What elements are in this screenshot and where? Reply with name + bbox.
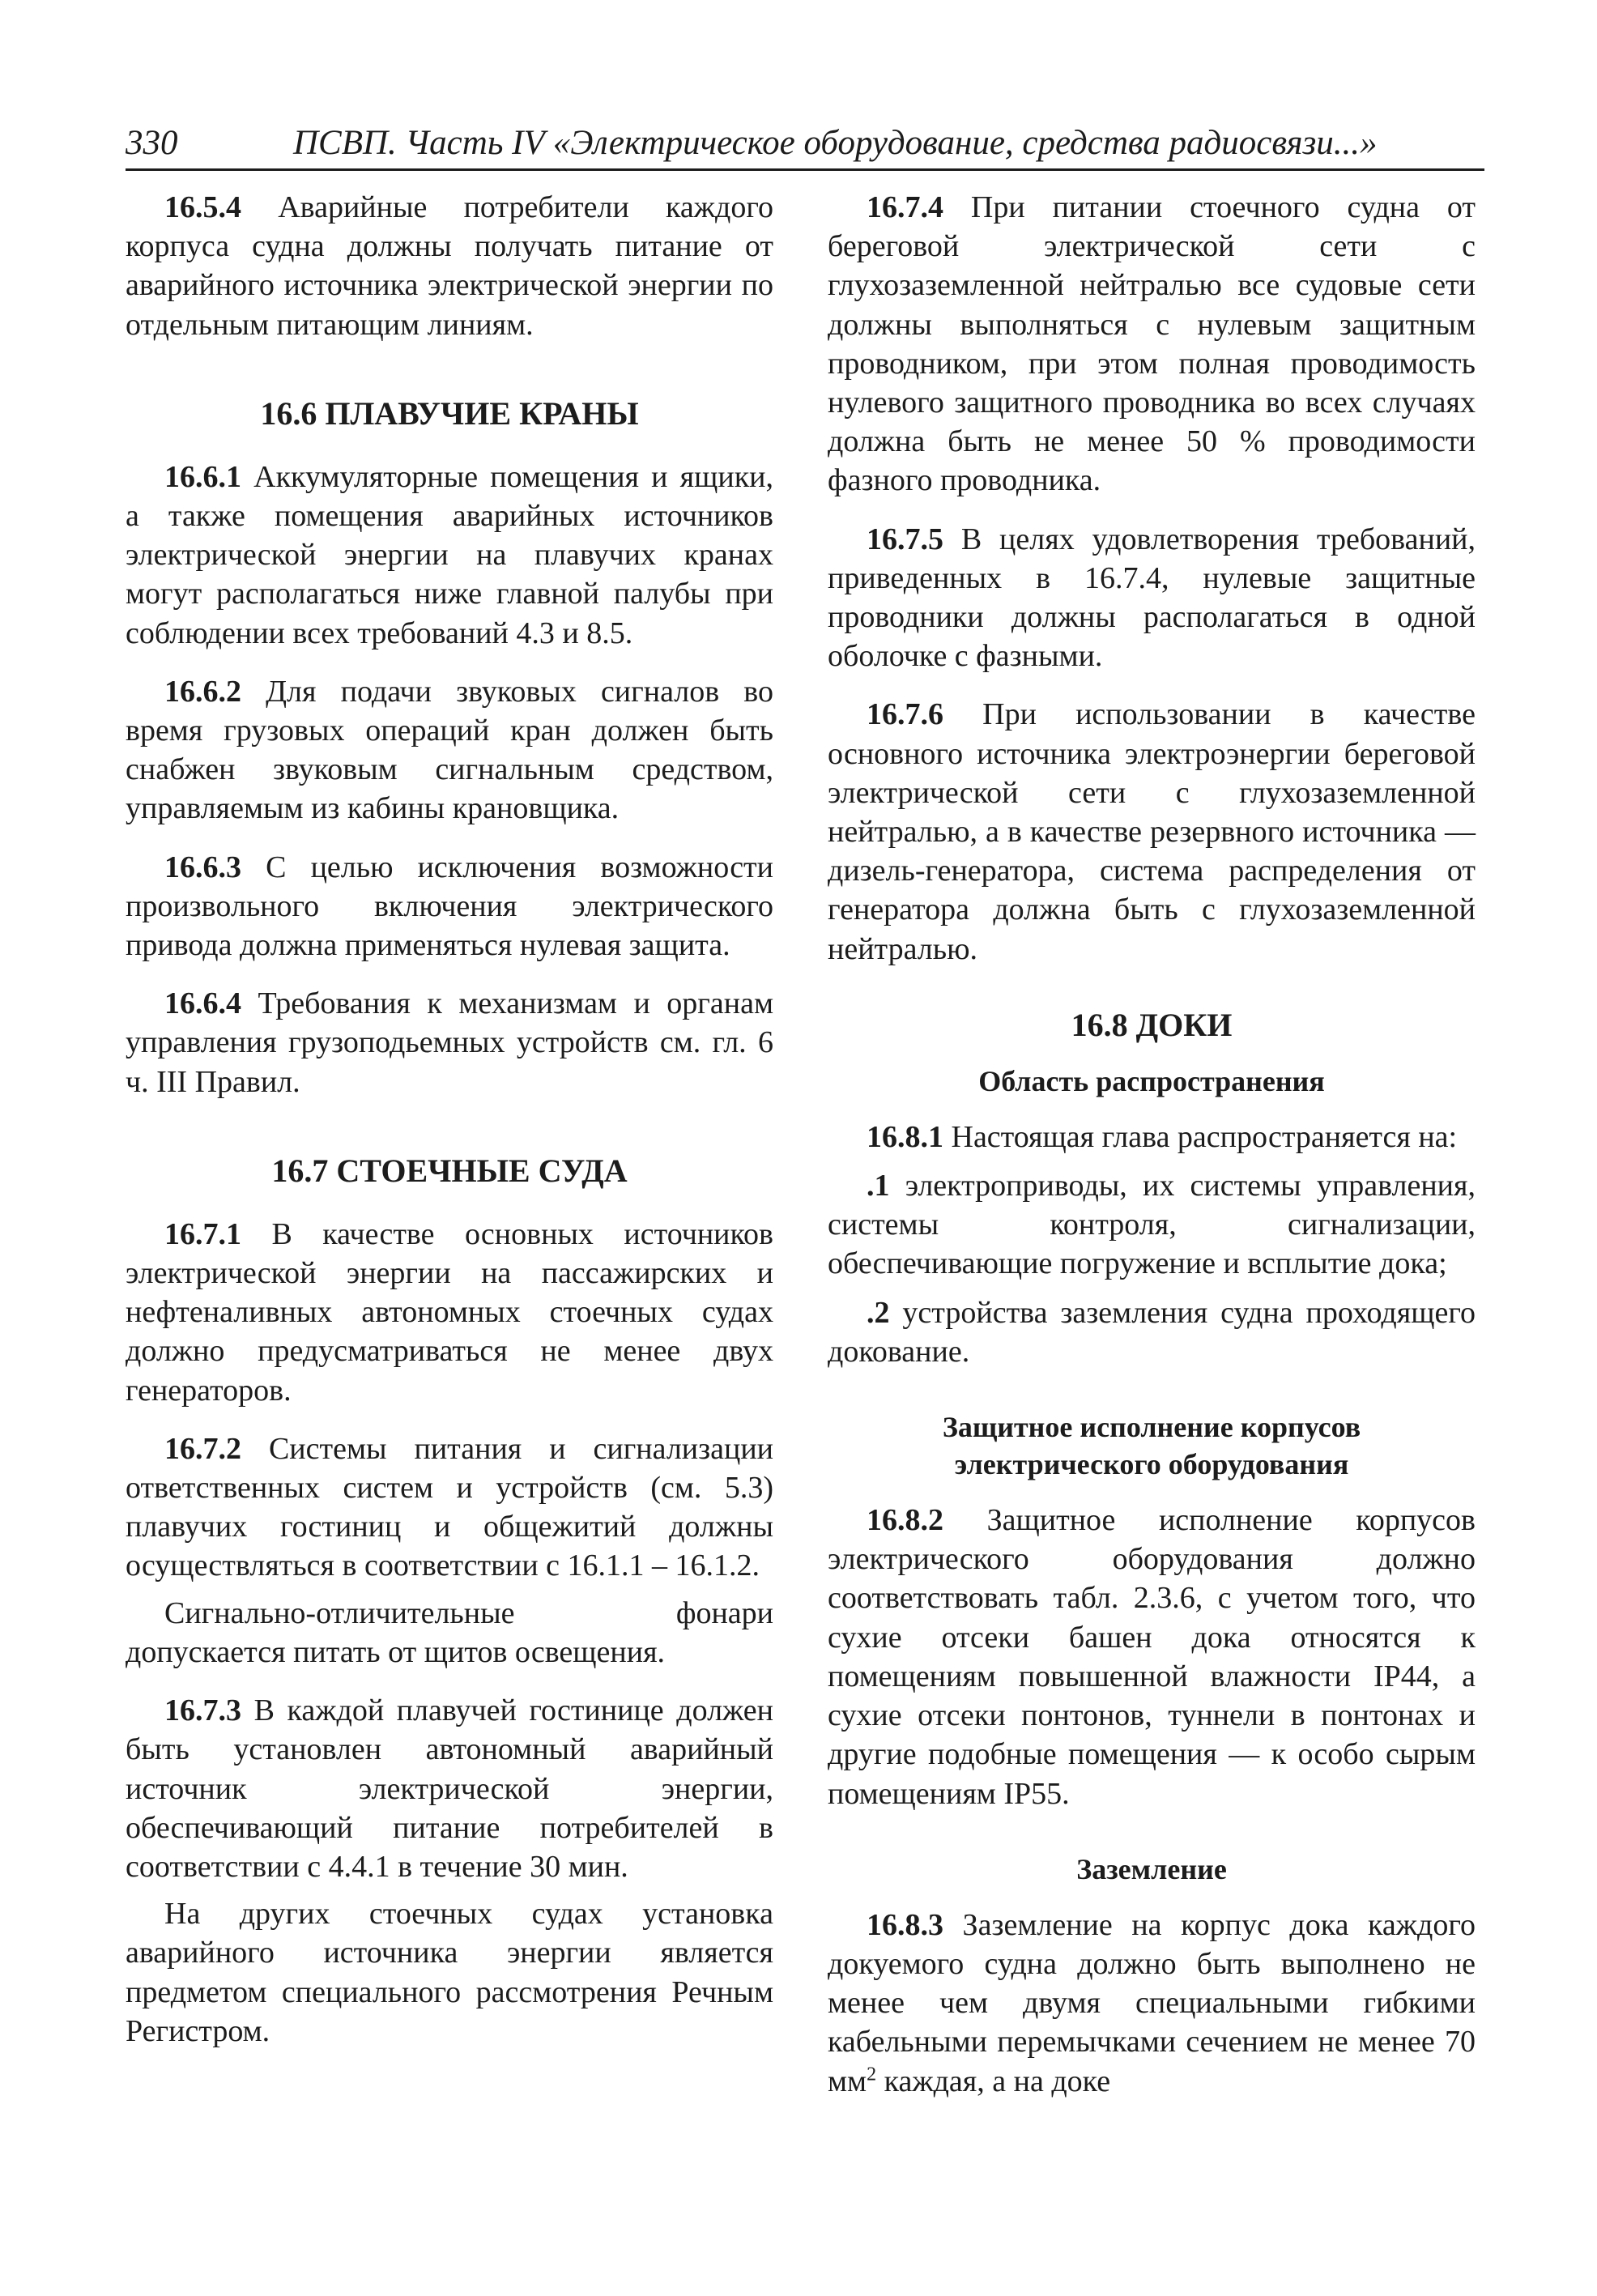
paragraph-16-7-1 bbox=[126, 1215, 773, 1410]
paragraph-16-7-4 bbox=[828, 188, 1476, 501]
clause-text: Требования к механизмам и органам управления грузоподьемных устройств см. гл. 6 ч. III Правил. bbox=[126, 986, 773, 1099]
paragraph-16-6-1 bbox=[126, 458, 773, 653]
right-column bbox=[828, 188, 1476, 2120]
list-item-1 bbox=[828, 1166, 1476, 1284]
item-number: .1 bbox=[867, 1169, 890, 1203]
page-number: 330 bbox=[126, 124, 178, 162]
clause-number: 16.8.3 bbox=[867, 1907, 943, 1942]
clause-text: Защитное исполнение корпусов электрического оборудования должно соответствовать табл. 2.3.6, с учетом того, что сухие отсеки башен дока относятся к помещениям повышенной влажности IP44, а сухие отсеки понтонов, туннели в понтонах и другие подобные помещения — к особо сырым помещениям IP55. bbox=[828, 1503, 1476, 1811]
subheading-grounding: Заземление bbox=[1076, 1852, 1227, 1885]
clause-number: 16.6.3 bbox=[164, 850, 241, 884]
clause-number: 16.8.1 bbox=[867, 1119, 943, 1154]
clause-text: Настоящая глава распространяется на: bbox=[943, 1119, 1458, 1154]
clause-number: 16.6.2 bbox=[164, 674, 241, 709]
paragraph-16-7-2 bbox=[126, 1429, 773, 1586]
clause-number: 16.6.4 bbox=[164, 986, 241, 1021]
paragraph-16-6-2 bbox=[126, 672, 773, 829]
clause-text: С целью исключения возможности произвольного включения электрического привода должна применяться нулевая защита. bbox=[126, 850, 773, 963]
clause-text-part-b: каждая, а на доке bbox=[876, 2064, 1111, 2098]
paragraph-16-7-3-continuation: На других стоечных судах установка аварийного источника энергии является предметом специального рассмотрения Речным Регистром. bbox=[126, 1897, 773, 2048]
left-column bbox=[126, 188, 773, 2070]
clause-number: 16.6.1 bbox=[164, 459, 241, 494]
clause-number: 16.7.2 bbox=[164, 1431, 241, 1466]
item-number: .2 bbox=[867, 1295, 890, 1330]
clause-text: Системы питания и сигнализации ответственных систем и устройств (см. 5.3) плавучих гостиниц и общежитий должны осуществляться в соответствии с 16.1.1 – 16.1.2. bbox=[126, 1431, 773, 1583]
clause-text: Аварийные потребители каждого корпуса судна должны получать питание от аварийного источника электрической энергии по отдельным питающим линиям. bbox=[126, 190, 773, 342]
subheading-scope: Область распространения bbox=[978, 1064, 1325, 1097]
paragraph-16-6-4 bbox=[126, 984, 773, 1101]
subheading-protection-line-2: электрического оборудования bbox=[954, 1448, 1349, 1481]
clause-number: 16.8.2 bbox=[867, 1503, 943, 1538]
section-heading-16-7: 16.7 СТОЕЧНЫЕ СУДА bbox=[271, 1152, 628, 1189]
paragraph-16-7-2-continuation: Сигнально-отличительные фонари допускается питать от щитов освещения. bbox=[126, 1595, 773, 1669]
section-heading-16-6: 16.6 ПЛАВУЧИЕ КРАНЫ bbox=[260, 394, 639, 432]
clause-text-part-a: Заземление на корпус дока каждого докуемого судна должно быть выполнено не менее чем двумя специальными гибкими кабельными перемычками сечением не менее 70 мм bbox=[828, 1907, 1476, 2098]
clause-number: 16.7.6 bbox=[867, 697, 943, 732]
section-heading-16-8: 16.8 ДОКИ bbox=[1071, 1006, 1233, 1043]
paragraph-16-8-3 bbox=[828, 1906, 1476, 2101]
clause-text: Аккумуляторные помещения и ящики, а также помещения аварийных источников электрической энергии на плавучих кранах могут располагаться ниже главной палубы при соблюдении всех требований 4.3 и 8.5. bbox=[126, 459, 773, 650]
paragraph-16-7-6 bbox=[828, 695, 1476, 968]
clause-text: Для подачи звуковых сигналов во время грузовых операций кран должен быть снабжен звуковым сигнальным средством, управляемым из кабины крановщика. bbox=[126, 674, 773, 826]
paragraph-16-7-3 bbox=[126, 1691, 773, 1886]
clause-number: 16.7.3 bbox=[164, 1693, 241, 1728]
clause-text: В каждой плавучей гостинице должен быть установлен автономный аварийный источник электрической энергии, обеспечивающий питание потребителей в соответствии с 4.4.1 в течение 30 мин. bbox=[126, 1693, 773, 1884]
paragraph-16-8-1 bbox=[828, 1118, 1476, 1157]
clause-number: 16.7.1 bbox=[164, 1216, 241, 1251]
paragraph-16-6-3 bbox=[126, 848, 773, 965]
clause-number: 16.7.5 bbox=[867, 522, 943, 556]
page-header bbox=[126, 120, 1484, 171]
item-text: устройства заземления судна проходящего докование. bbox=[828, 1295, 1476, 1369]
list-item-2 bbox=[828, 1293, 1476, 1371]
paragraph-16-5-4 bbox=[126, 188, 773, 344]
clause-text: В качестве основных источников электрической энергии на пассажирских и нефтеналивных автономных стоечных судах должно предусматриваться не менее двух генераторов. bbox=[126, 1216, 773, 1408]
clause-text: При использовании в качестве основного источника электроэнергии береговой электрической сети с глухозаземленной нейтралью, а в качестве резервного источника — дизель-генератора, система распределения от генератора должна быть с глухозаземленной нейтралью. bbox=[828, 697, 1476, 966]
item-text: электроприводы, их системы управления, системы контроля, сигнализации, обеспечивающие погружение и всплытие дока; bbox=[828, 1169, 1476, 1281]
paragraph-16-8-2 bbox=[828, 1501, 1476, 1813]
running-title: ПСВП. Часть IV «Электрическое оборудование, средства радиосвязи...» bbox=[293, 124, 1378, 162]
paragraph-16-7-5 bbox=[828, 520, 1476, 676]
superscript: 2 bbox=[867, 2063, 877, 2085]
clause-text: В целях удовлетворения требований, приведенных в 16.7.4, нулевые защитные проводники должны располагаться в одной оболочке с фазными. bbox=[828, 522, 1476, 674]
clause-text: При питании стоечного судна от береговой электрической сети с глухозаземленной нейтралью все судовые сети должны выполняться с нулевым защитным проводником, при этом полная проводимость нулевого защитного проводника во всех случаях должна быть не менее 50 % проводимости фазного проводника. bbox=[828, 190, 1476, 498]
subheading-protection-line-1: Защитное исполнение корпусов bbox=[942, 1411, 1361, 1444]
clause-number: 16.7.4 bbox=[867, 190, 943, 224]
clause-number: 16.5.4 bbox=[164, 190, 241, 224]
